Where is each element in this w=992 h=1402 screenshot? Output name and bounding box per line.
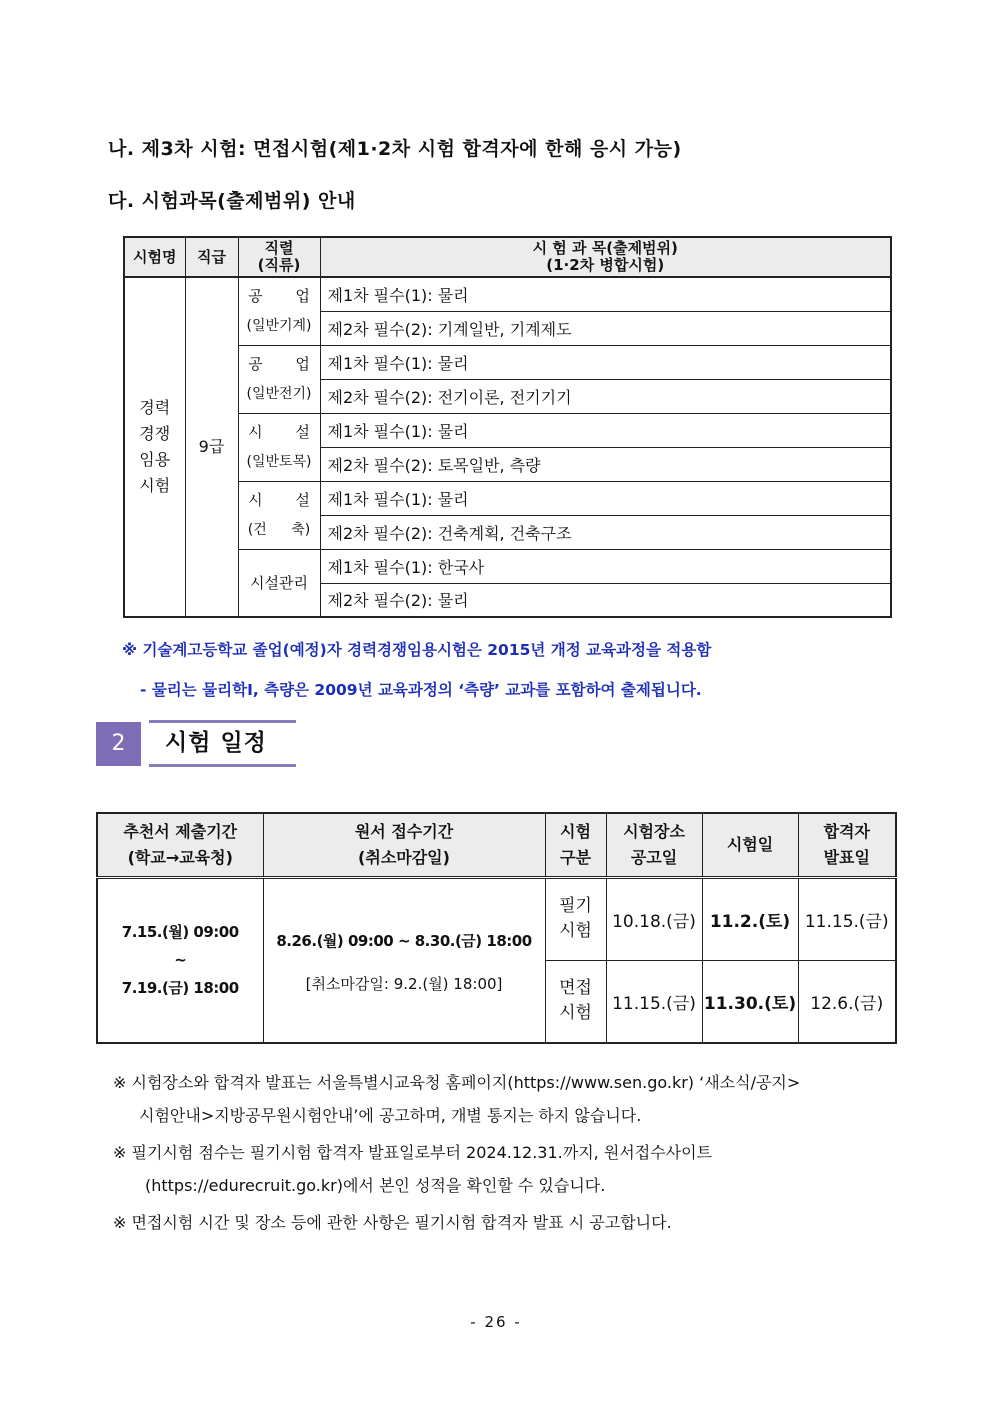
exam-date-cell: 11.2.(토): [702, 877, 798, 960]
heading-subjects: 다. 시험과목(출제범위) 안내: [108, 190, 356, 212]
table-row: [124, 413, 891, 447]
subject-cell: 제2차 필수(2): 전기이론, 전기기기: [320, 379, 891, 413]
header-line: 합격자: [823, 821, 870, 841]
job-label: 공 업: [248, 287, 310, 306]
recommend-period-cell: [97, 877, 263, 1043]
curriculum-note: ※ 기술계고등학교 졸업(예정)자 경력경쟁임용시험은 2015년 개정 교육과정을 적용함: [122, 641, 712, 659]
job-cell-facility: [238, 549, 320, 617]
result-date-cell: 12.6.(금): [798, 960, 896, 1043]
exam-name-line: 시험: [139, 476, 171, 495]
apply-range: 8.26.(월) 09:00 ~ 8.30.(금) 18:00: [276, 931, 532, 950]
header-grade: 직급: [185, 237, 238, 277]
job-label: 공 업: [248, 355, 310, 373]
header-subject-line1: 시 험 과 목(출제범위): [532, 239, 678, 257]
note-interview-notice: [113, 1206, 672, 1239]
job-cell-mechanical: [238, 277, 320, 345]
table-row: [97, 877, 896, 960]
note-score-check: [113, 1136, 712, 1202]
cancel-deadline: [취소마감일: 9.2.(월) 18:00]: [305, 974, 503, 993]
job-sub-label: (일반기계): [246, 318, 312, 335]
note-line: ※ 면접시험 시간 및 장소 등에 관한 사항은 필기시험 합격자 발표 시 공고합니다.: [113, 1213, 672, 1232]
exam-date-cell: 11.30.(토): [702, 960, 798, 1043]
page-number: - 26 -: [470, 1313, 522, 1331]
result-date-cell: 11.15.(금): [798, 877, 896, 960]
job-label: 시 설: [248, 491, 310, 509]
header-job: [238, 237, 320, 277]
header-exam-date: 시험일: [702, 813, 798, 877]
exam-name-cell: [124, 277, 185, 617]
subject-cell: 제2차 필수(2): 건축계획, 건축구조: [320, 515, 891, 549]
header-line: 시험: [560, 821, 591, 841]
header-line: 구분: [560, 847, 591, 867]
header-result-date: [798, 813, 896, 877]
exam-type-line: 면접: [559, 978, 592, 999]
job-label: 시설관리: [250, 573, 308, 592]
header-line: 추천서 제출기간: [123, 821, 238, 841]
exam-name-line: 경쟁: [139, 424, 171, 443]
header-line: 발표일: [823, 847, 870, 867]
header-line: (취소마감일): [358, 847, 450, 867]
venue-date-cell: 11.15.(금): [606, 960, 702, 1043]
job-label: 시 설: [248, 423, 310, 441]
header-line: 공고일: [630, 847, 678, 867]
exam-type-line: 시험: [559, 1003, 592, 1024]
job-sub-label: (건 축): [247, 522, 311, 538]
header-line: 시험장소: [623, 821, 685, 841]
header-exam-type: [545, 813, 606, 877]
exam-type-line: 필기: [559, 896, 592, 916]
recommend-end: 7.19.(금) 18:00: [121, 979, 239, 998]
exam-name-line: 경력: [139, 398, 171, 417]
note-line: 시험안내>지방공무원시험안내’에 공고하며, 개별 통지는 하지 않습니다.: [139, 1106, 642, 1125]
section-title: 시험 일정: [149, 720, 296, 767]
header-line: (학교→교육청): [127, 847, 233, 867]
table-row: [124, 277, 891, 311]
job-cell-civil: [238, 413, 320, 481]
note-line: ※ 필기시험 점수는 필기시험 합격자 발표일로부터 2024.12.31.까지, 원서접수사이트: [113, 1143, 713, 1162]
header-venue-date: [606, 813, 702, 877]
note-line: ※ 시험장소와 합격자 발표는 서울특별시교육청 홈페이지(https://www.sen.go.kr) ‘새소식/공지>: [113, 1073, 801, 1092]
job-cell-architecture: [238, 481, 320, 549]
exam-name-line: 임용: [139, 450, 171, 469]
subject-cell: 제1차 필수(1): 물리: [320, 345, 891, 379]
subject-cell: 제1차 필수(1): 물리: [320, 413, 891, 447]
curriculum-subnote: - 물리는 물리학Ⅰ, 측량은 2009년 교육과정의 ‘측량’ 교과를 포함하여 출제됩니다.: [140, 681, 702, 699]
section-number: 2: [96, 722, 141, 766]
header-job-line1: 직렬: [264, 239, 294, 257]
apply-period-cell: [263, 877, 545, 1043]
schedule-table-header: [97, 813, 896, 877]
subject-cell: 제1차 필수(1): 물리: [320, 481, 891, 515]
subject-cell: 제1차 필수(1): 한국사: [320, 549, 891, 583]
schedule-table: [96, 812, 897, 1044]
table-row: [124, 549, 891, 583]
heading-interview: 나. 제3차 시험: 면접시험(제1·2차 시험 합격자에 한해 응시 가능): [108, 138, 682, 160]
header-line: 원서 접수기간: [354, 821, 454, 841]
header-job-line2: (직류): [257, 256, 301, 274]
subject-cell: 제2차 필수(2): 물리: [320, 583, 891, 617]
subject-cell: 제2차 필수(2): 토목일반, 측량: [320, 447, 891, 481]
table-row: [124, 481, 891, 515]
header-apply-period: [263, 813, 545, 877]
header-recommend-period: [97, 813, 263, 877]
subject-cell: 제1차 필수(1): 물리: [320, 277, 891, 311]
job-cell-electrical: [238, 345, 320, 413]
exam-type-cell: [545, 960, 606, 1043]
subject-table: [123, 236, 892, 618]
note-line: (https://edurecruit.go.kr)에서 본인 성적을 확인할 수 있습니다.: [145, 1176, 606, 1195]
job-sub-label: (일반토목): [246, 454, 312, 470]
exam-type-cell: [545, 877, 606, 960]
header-subject: [320, 237, 891, 277]
header-subject-line2: (1·2차 병합시험): [546, 256, 665, 274]
venue-date-cell: 10.18.(금): [606, 877, 702, 960]
header-exam-name: 시험명: [124, 237, 185, 277]
note-announcement: [113, 1066, 800, 1132]
exam-type-line: 시험: [559, 921, 592, 941]
job-sub-label: (일반전기): [246, 386, 312, 402]
table-row: [124, 345, 891, 379]
recommend-start: 7.15.(월) 09:00: [121, 923, 239, 942]
recommend-separator: ~: [174, 951, 187, 970]
subject-table-header: [124, 237, 891, 277]
subject-cell: 제2차 필수(2): 기계일반, 기계제도: [320, 311, 891, 345]
grade-cell: 9급: [185, 277, 238, 617]
